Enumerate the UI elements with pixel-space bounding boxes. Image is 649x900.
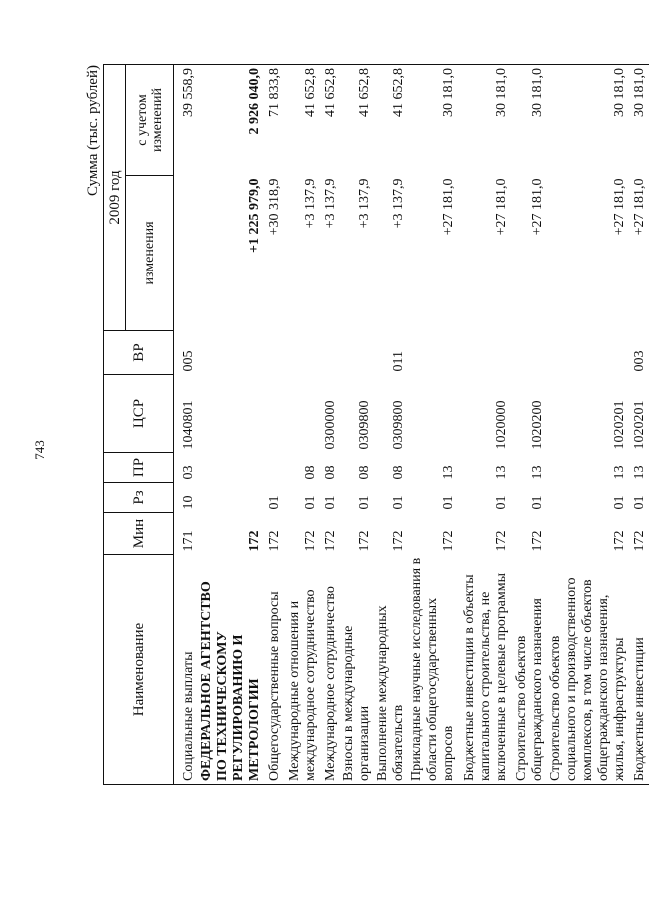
row-total: 41 652,8	[340, 64, 374, 175]
row-min: 172	[494, 530, 509, 552]
header-rz: Рз	[104, 483, 174, 513]
row-pr: 08	[303, 465, 318, 480]
row-name: Бюджетные инвестиции в объекты капитального строительства, не включенные в целевые программы	[458, 555, 511, 785]
row-total: 30 181,0	[511, 64, 547, 175]
row-pr: 03	[181, 465, 196, 480]
row-rz: 01	[632, 495, 647, 510]
row-min: 172	[441, 530, 456, 552]
row-rz	[198, 483, 264, 513]
row-name: Выполнение международных обязательств	[374, 555, 408, 785]
row-csr	[284, 375, 320, 453]
row-change: +30 318,9	[267, 178, 282, 236]
row-pr: 13	[612, 465, 627, 480]
row-csr: 1020200	[530, 400, 545, 450]
row-total: 41 652,8	[284, 64, 320, 175]
row-rz: 10	[181, 495, 196, 510]
row-pr	[198, 453, 264, 483]
row-total: 2 926 040,0	[198, 64, 264, 175]
row-csr: 1020201	[612, 400, 627, 450]
row-change: +27 181,0	[494, 178, 509, 236]
row-vr	[547, 331, 629, 375]
row-vr	[264, 331, 284, 375]
row-rz: 01	[357, 495, 372, 510]
row-change: +27 181,0	[530, 178, 545, 236]
row-total: 30 181,0	[458, 64, 511, 175]
header-year: 2009 год	[104, 64, 126, 330]
row-change: +27 181,0	[441, 178, 456, 236]
table-row	[174, 64, 199, 784]
row-csr: 0300000	[323, 400, 338, 450]
row-total: 41 652,8	[320, 64, 340, 175]
row-min: 172	[303, 530, 318, 552]
row-pr: 08	[391, 465, 406, 480]
row-name: Международные отношения и международное сотрудничество	[284, 555, 320, 785]
row-total: 30 181,0	[629, 64, 649, 175]
row-vr	[408, 331, 458, 375]
row-min: 172	[530, 530, 545, 552]
row-min: 171	[181, 530, 196, 552]
row-csr: 0309800	[391, 400, 406, 450]
row-vr: 005	[181, 350, 196, 372]
row-total: 71 833,8	[264, 64, 284, 175]
row-min: 172	[323, 530, 338, 552]
row-name: Строительство объектов социального и производственного комплексов, в том числе объектов общегражданского назначения, жилья, инфраструктуры	[547, 555, 629, 785]
row-pr: 13	[530, 465, 545, 480]
row-change: +3 137,9	[323, 178, 338, 229]
row-name: Бюджетные инвестиции	[629, 555, 649, 785]
row-vr: 003	[632, 350, 647, 372]
row-rz: 01	[303, 495, 318, 510]
table-row	[320, 64, 340, 784]
table-row	[629, 64, 649, 784]
row-name: Взносы в международные организации	[340, 555, 374, 785]
units-label: Сумма (тыс. рублей)	[85, 65, 101, 197]
row-change	[174, 176, 199, 331]
row-vr: 011	[391, 351, 406, 372]
row-rz: 01	[530, 495, 545, 510]
row-pr: 13	[494, 465, 509, 480]
header-changes: изменения	[126, 176, 174, 331]
header-with-changes: с учетом изменений	[126, 64, 174, 175]
row-min: 172	[391, 530, 406, 552]
row-csr	[198, 375, 264, 453]
row-min: 172	[357, 530, 372, 552]
table-row	[408, 64, 458, 784]
table-row	[511, 64, 547, 784]
row-name: Строительство объектов общегражданского назначения	[511, 555, 547, 785]
row-vr	[198, 331, 264, 375]
row-csr: 1020201	[632, 400, 647, 450]
row-rz: 01	[323, 495, 338, 510]
budget-table	[103, 64, 649, 785]
page-number: 743	[32, 440, 47, 460]
row-vr	[284, 331, 320, 375]
row-min: 172	[612, 530, 627, 552]
row-csr: 0309800	[357, 400, 372, 450]
row-csr	[408, 375, 458, 453]
row-rz: 01	[612, 495, 627, 510]
row-pr: 13	[632, 465, 647, 480]
row-min: 172	[247, 530, 262, 552]
row-pr: 13	[441, 465, 456, 480]
row-pr: 08	[323, 465, 338, 480]
row-rz: 01	[267, 495, 282, 510]
row-rz: 01	[494, 495, 509, 510]
row-min: 172	[267, 530, 282, 552]
row-change: +3 137,9	[303, 178, 318, 229]
row-pr: 08	[357, 465, 372, 480]
row-vr	[458, 331, 511, 375]
row-name: ФЕДЕРАЛЬНОЕ АГЕНТСТВО ПО ТЕХНИЧЕСКОМУ РЕГУЛИРОВАНИЮ И МЕТРОЛОГИИ	[198, 555, 264, 785]
row-csr	[264, 375, 284, 453]
row-name: Социальные выплаты	[174, 555, 199, 785]
row-total: 30 181,0	[408, 64, 458, 175]
table-row	[198, 64, 264, 784]
header-pr: ПР	[104, 453, 174, 483]
row-change: +27 181,0	[632, 178, 647, 236]
row-rz: 01	[441, 495, 456, 510]
row-rz: 01	[391, 495, 406, 510]
row-change: +3 137,9	[391, 178, 406, 229]
row-change: +3 137,9	[357, 178, 372, 229]
header-vr: ВР	[104, 331, 174, 375]
row-total: 41 652,8	[374, 64, 408, 175]
row-total: 30 181,0	[547, 64, 629, 175]
row-pr	[264, 453, 284, 483]
row-min: 172	[632, 530, 647, 552]
table-row	[264, 64, 284, 784]
header-min: Мин	[104, 513, 174, 555]
table-row	[458, 64, 511, 784]
row-name: Общегосударственные вопросы	[264, 555, 284, 785]
row-name: Международное сотрудничество	[320, 555, 340, 785]
row-vr	[340, 331, 374, 375]
row-vr	[320, 331, 340, 375]
header-name: Наименование	[104, 555, 174, 785]
table-row	[284, 64, 320, 784]
row-csr: 1040801	[181, 400, 196, 450]
row-vr	[511, 331, 547, 375]
table-row	[374, 64, 408, 784]
row-name: Прикладные научные исследования в области общегосударственных вопросов	[408, 555, 458, 785]
header-csr: ЦСР	[104, 375, 174, 453]
row-total: 39 558,9	[174, 64, 199, 175]
row-change: +1 225 979,0	[247, 178, 262, 253]
table-row	[547, 64, 629, 784]
row-csr: 1020000	[494, 400, 509, 450]
table-row	[340, 64, 374, 784]
rotated-document-frame	[85, 65, 647, 785]
row-change: +27 181,0	[612, 178, 627, 236]
